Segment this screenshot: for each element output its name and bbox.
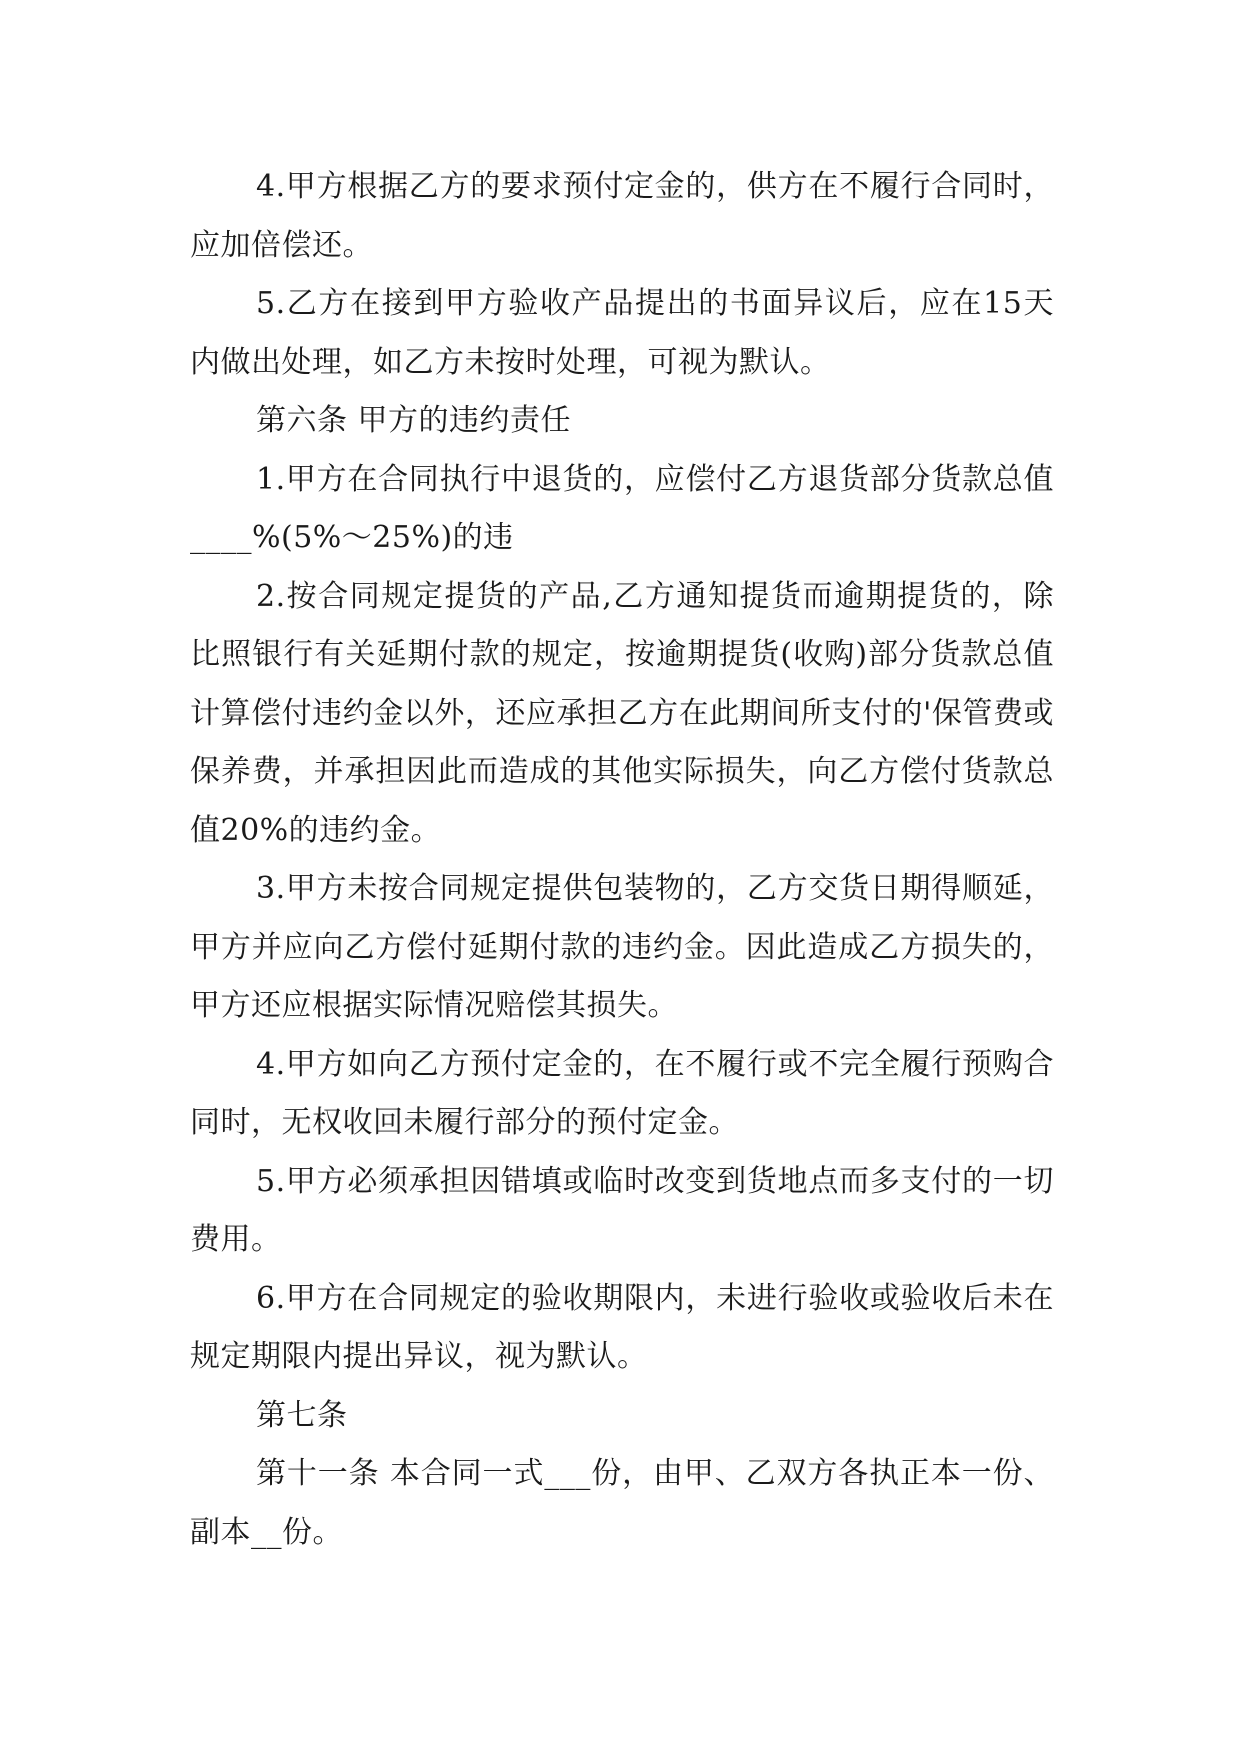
paragraph-1: 4.甲方根据乙方的要求预付定金的，供方在不履行合同时，应加倍偿还。	[190, 169, 1054, 263]
paragraph-4: 2.按合同规定提货的产品,乙方通知提货而逾期提货的，除比照银行有关延期付款的规定，按逾期提货(收购)部分货款总值计算偿付违约金以外，还应承担乙方在此期间所支付的'保管费或保养费，并承担因此而造成的其他实际损失，向乙方偿付货款总值20%的违约金。	[190, 578, 1054, 848]
paragraph-8: 6.甲方在合同规定的验收期限内，未进行验收或验收后未在规定期限内提出异议，视为默认。	[190, 1280, 1054, 1374]
paragraph-2: 5.乙方在接到甲方验收产品提出的书面异议后，应在15天内做出处理，如乙方未按时处理，可视为默认。	[190, 286, 1054, 380]
paragraph-7: 5.甲方必须承担因错填或临时改变到货地点而多支付的一切费用。	[190, 1163, 1054, 1257]
section-heading-7: 第七条	[256, 1397, 348, 1433]
document-page	[190, 158, 1054, 1562]
paragraph-9: 第十一条 本合同一式___份，由甲、乙双方各执正本一份、副本__份。	[190, 1456, 1054, 1550]
paragraph-5: 3.甲方未按合同规定提供包装物的，乙方交货日期得顺延，甲方并应向乙方偿付延期付款的违约金。因此造成乙方损失的，甲方还应根据实际情况赔偿其损失。	[190, 871, 1054, 1023]
paragraph-6: 4.甲方如向乙方预付定金的，在不履行或不完全履行预购合同时，无权收回未履行部分的预付定金。	[190, 1046, 1054, 1140]
paragraph-3: 1.甲方在合同执行中退货的，应偿付乙方退货部分货款总值____%(5%～25%)的违	[190, 461, 1054, 555]
section-heading-6: 第六条 甲方的违约责任	[256, 403, 572, 438]
